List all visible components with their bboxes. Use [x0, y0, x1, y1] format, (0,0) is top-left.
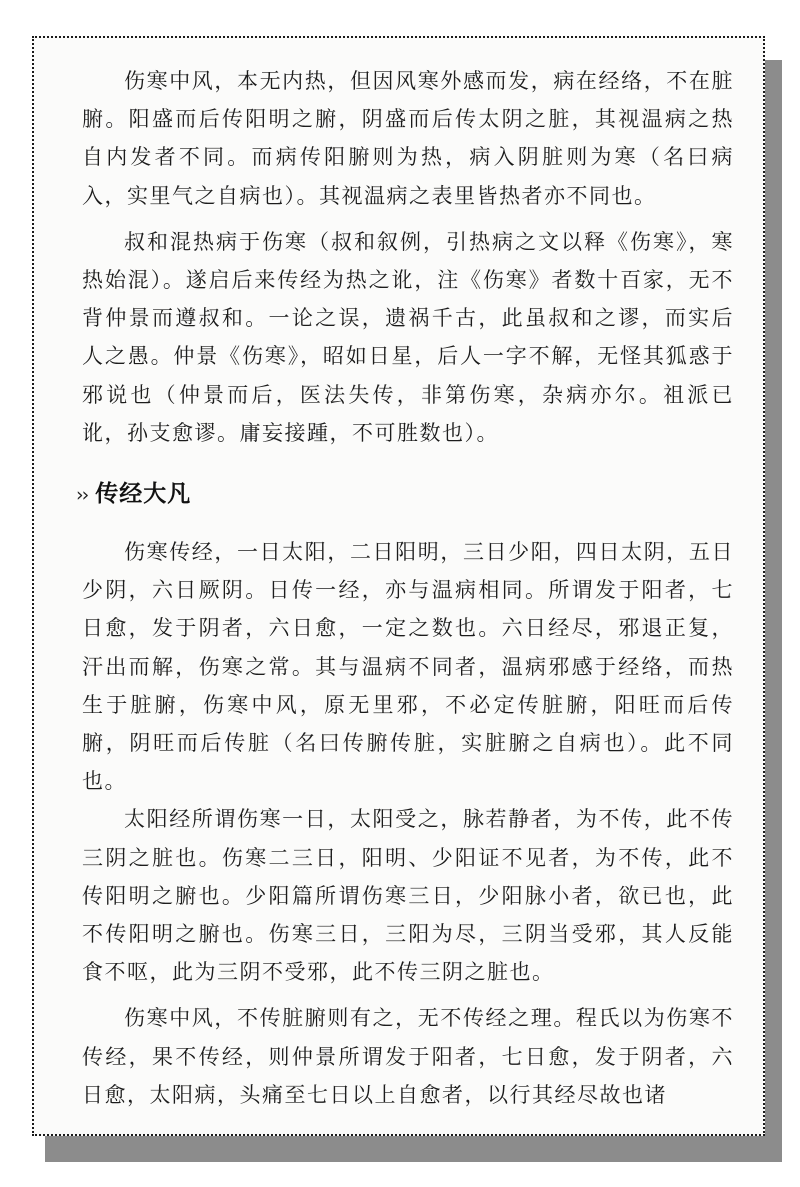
paragraph-5: 伤寒中风，不传脏腑则有之，无不传经之理。程氏以为伤寒不传经，果不传经，则仲景所谓发于阳者，七日愈，发于阴者，六日愈，太阳病，头痛至七日以上自愈者，以行其经尽故也诸 [82, 1006, 734, 1107]
book-page [32, 36, 765, 1136]
chevron-double-right-icon: ›› [76, 484, 88, 507]
paragraph-2: 叔和混热病于伤寒（叔和叙例，引热病之文以释《伤寒》，寒热始混）。遂启后来传经为热之讹，注《伤寒》者数十百家，无不背仲景而遵叔和。一论之误，遗祸千古，此虽叔和之谬，而实后人之愚。仲景《伤寒》，昭如日星，后人一字不解，无怪其狐惑于邪说也（仲景而后，医法失传，非第伤寒，杂病亦尔。祖派已讹，孙支愈谬。庸妄接踵，不可胜数也）。 [82, 229, 734, 445]
paragraph-1: 伤寒中风，本无内热，但因风寒外感而发，病在经络，不在脏腑。阳盛而后传阳明之腑，阴盛而后传太阴之脏，其视温病之热自内发者不同。而病传阳腑则为热，病入阴脏则为寒（名曰病入，实里气之自病也）。其视温病之表里皆热者亦不同也。 [82, 69, 734, 208]
page-text-block [76, 62, 734, 1114]
paragraph-4: 太阳经所谓伤寒一日，太阳受之，脉若静者，为不传，此不传三阴之脏也。伤寒二三日，阳明、少阳证不见者，为不传，此不传阳明之腑也。少阳篇所谓伤寒三日，少阳脉小者，欲已也，此不传阳明之腑也。伤寒三日，三阳为尽，三阴当受邪，其人反能食不呕，此为三阴不受邪，此不传三阴之脏也。 [82, 807, 734, 985]
section-heading-title: 传经大凡 [95, 481, 192, 508]
section-heading [76, 476, 734, 513]
paragraph-3: 伤寒传经，一日太阳，二日阳明，三日少阳，四日太阴，五日少阴，六日厥阴。日传一经，亦与温病相同。所谓发于阳者，七日愈，发于阴者，六日愈，一定之数也。六日经尽，邪退正复，汗出而解，伤寒之常。其与温病不同者，温病邪感于经络，而热生于脏腑，伤寒中风，原无里邪，不必定传脏腑，阳旺而后传腑，阴旺而后传脏（名曰传腑传脏，实脏腑之自病也）。此不同也。 [82, 540, 734, 794]
